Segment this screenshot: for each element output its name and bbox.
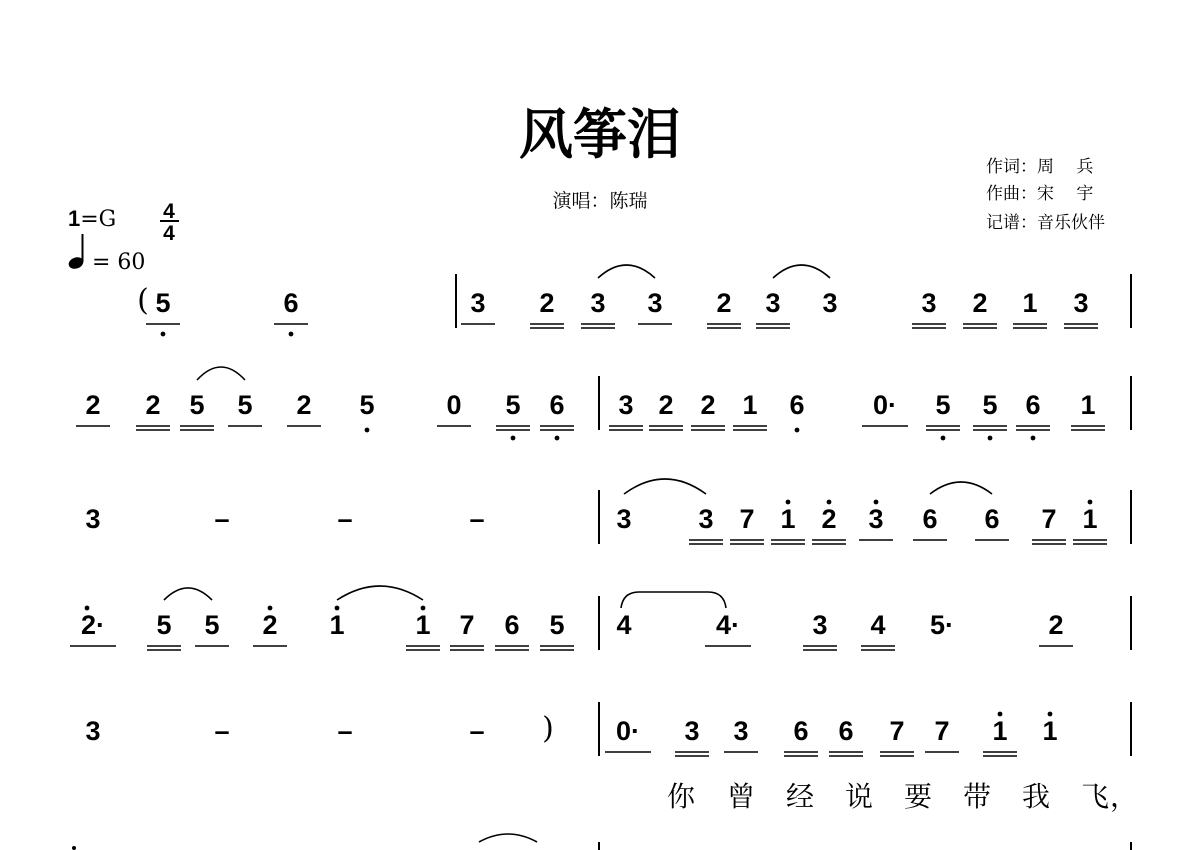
note: 0 [446,390,462,420]
note: 7 [934,716,950,746]
dash-extension: – [469,716,485,746]
lyric-syllable: 我 [1021,780,1051,813]
note: 5 [359,390,375,420]
note: 4· [715,610,741,640]
slur [624,479,706,494]
note: 1 [780,504,796,534]
octave-high-dot [827,500,832,505]
octave-high-dot [421,606,426,611]
dash-extension: – [469,504,485,534]
note: 5 [549,610,565,640]
note: 3 [921,288,937,318]
note: 6 [789,390,805,420]
note: 7 [889,716,905,746]
note: 2 [296,390,312,420]
slur [164,588,212,600]
lyricist-credit: 作词：周 兵 [986,157,1094,177]
lyric-syllable: 经 [785,780,815,813]
slur [773,265,830,278]
note: 3 [647,288,663,318]
note: 2 [972,288,988,318]
bracket: ) [542,711,554,746]
note: 1 [1080,390,1096,420]
octave-high-dot [874,500,879,505]
note: 6 [793,716,809,746]
note: 0· [872,390,898,420]
note: 2 [539,288,555,318]
note: 5· [929,610,955,640]
note: 3 [590,288,606,318]
note: 5 [204,610,220,640]
note: 1 [1082,504,1098,534]
octave-high-dot [1088,500,1093,505]
dash-extension: – [337,716,353,746]
lyric-syllable: 要 [903,780,933,813]
octave-low-dot [1031,436,1036,441]
dash-extension: – [214,716,230,746]
note: 6 [549,390,565,420]
bracket: ( [137,283,149,318]
octave-high-dot [998,712,1003,717]
note: 2 [145,390,161,420]
note: 3 [1073,288,1089,318]
time-signature-top: 4 [163,200,175,223]
slur [197,367,245,380]
note: 1 [992,716,1008,746]
octave-low-dot [365,428,370,433]
note: 5 [935,390,951,420]
note: 1 [329,610,345,640]
time-signature-bottom: 4 [163,222,175,245]
note: 3 [616,504,632,534]
note: 7 [739,504,755,534]
note: 5 [189,390,205,420]
note: 3 [85,716,101,746]
composer-credit: 作曲：宋 宇 [986,184,1094,204]
tie [621,592,726,608]
lyric-syllable: 说 [844,780,874,813]
note: 4 [870,610,886,640]
note: 7 [1041,504,1057,534]
lyric-syllable: 曾 [726,780,756,813]
song-title: 风筝泪 [519,102,681,166]
note: 3 [733,716,749,746]
note: 3 [812,610,828,640]
transcriber-credit: 记谱：音乐伙伴 [986,213,1105,233]
note: 2 [821,504,837,534]
octave-low-dot [988,436,993,441]
octave-high-dot [85,606,90,611]
note: 3 [85,504,101,534]
singer-credit: 演唱：陈瑞 [552,190,648,212]
note: 6 [984,504,1000,534]
octave-high-dot [72,846,76,850]
note: 5 [156,610,172,640]
system-1 [137,265,1131,336]
note: 6 [283,288,299,318]
note: 3 [618,390,634,420]
note: 5 [505,390,521,420]
system-2 [76,367,1131,440]
slur [479,834,537,842]
note: 5 [982,390,998,420]
note: 5 [237,390,253,420]
octave-high-dot [268,606,273,611]
note: 6 [922,504,938,534]
note: 7 [459,610,475,640]
note: 2 [85,390,101,420]
quarter-note-icon [67,234,85,271]
note: 3 [470,288,486,318]
note: 1 [742,390,758,420]
octave-low-dot [795,428,800,433]
dash-extension: – [337,504,353,534]
note: 0· [615,716,641,746]
octave-low-dot [161,332,166,337]
lyric-syllable: 带 [962,780,992,813]
systems [70,265,1138,850]
octave-high-dot [1048,712,1053,717]
note: 3 [698,504,714,534]
octave-low-dot [941,436,946,441]
note: 6 [838,716,854,746]
note: 4 [616,610,632,640]
note: 1 [415,610,431,640]
lyric-syllable: 你 [666,780,696,813]
note: 6 [1025,390,1041,420]
octave-high-dot [335,606,340,611]
note: 2 [262,610,278,640]
octave-low-dot [289,332,294,337]
tempo-marking: = 60 [92,250,146,275]
note: 2· [80,610,106,640]
note: 3 [868,504,884,534]
key-signature: 1=G [68,206,117,232]
system-4 [70,586,1131,650]
lyric-syllable: ， [1109,780,1139,813]
slur [598,265,655,278]
note: 1 [1022,288,1038,318]
octave-low-dot [555,436,560,441]
note: 2 [716,288,732,318]
note: 3 [684,716,700,746]
slur [930,482,992,494]
note: 2 [1048,610,1064,640]
next-system-cut-off [72,834,1131,850]
system-3 [85,479,1131,544]
note: 6 [504,610,520,640]
system-5 [85,702,1138,813]
note: 1 [1042,716,1058,746]
octave-high-dot [786,500,791,505]
note: 3 [822,288,838,318]
lyric-syllable: 飞 [1080,780,1110,813]
note: 3 [765,288,781,318]
slur [337,586,423,600]
dash-extension: – [214,504,230,534]
note: 2 [700,390,716,420]
octave-low-dot [511,436,516,441]
note: 2 [658,390,674,420]
note: 5 [155,288,171,318]
